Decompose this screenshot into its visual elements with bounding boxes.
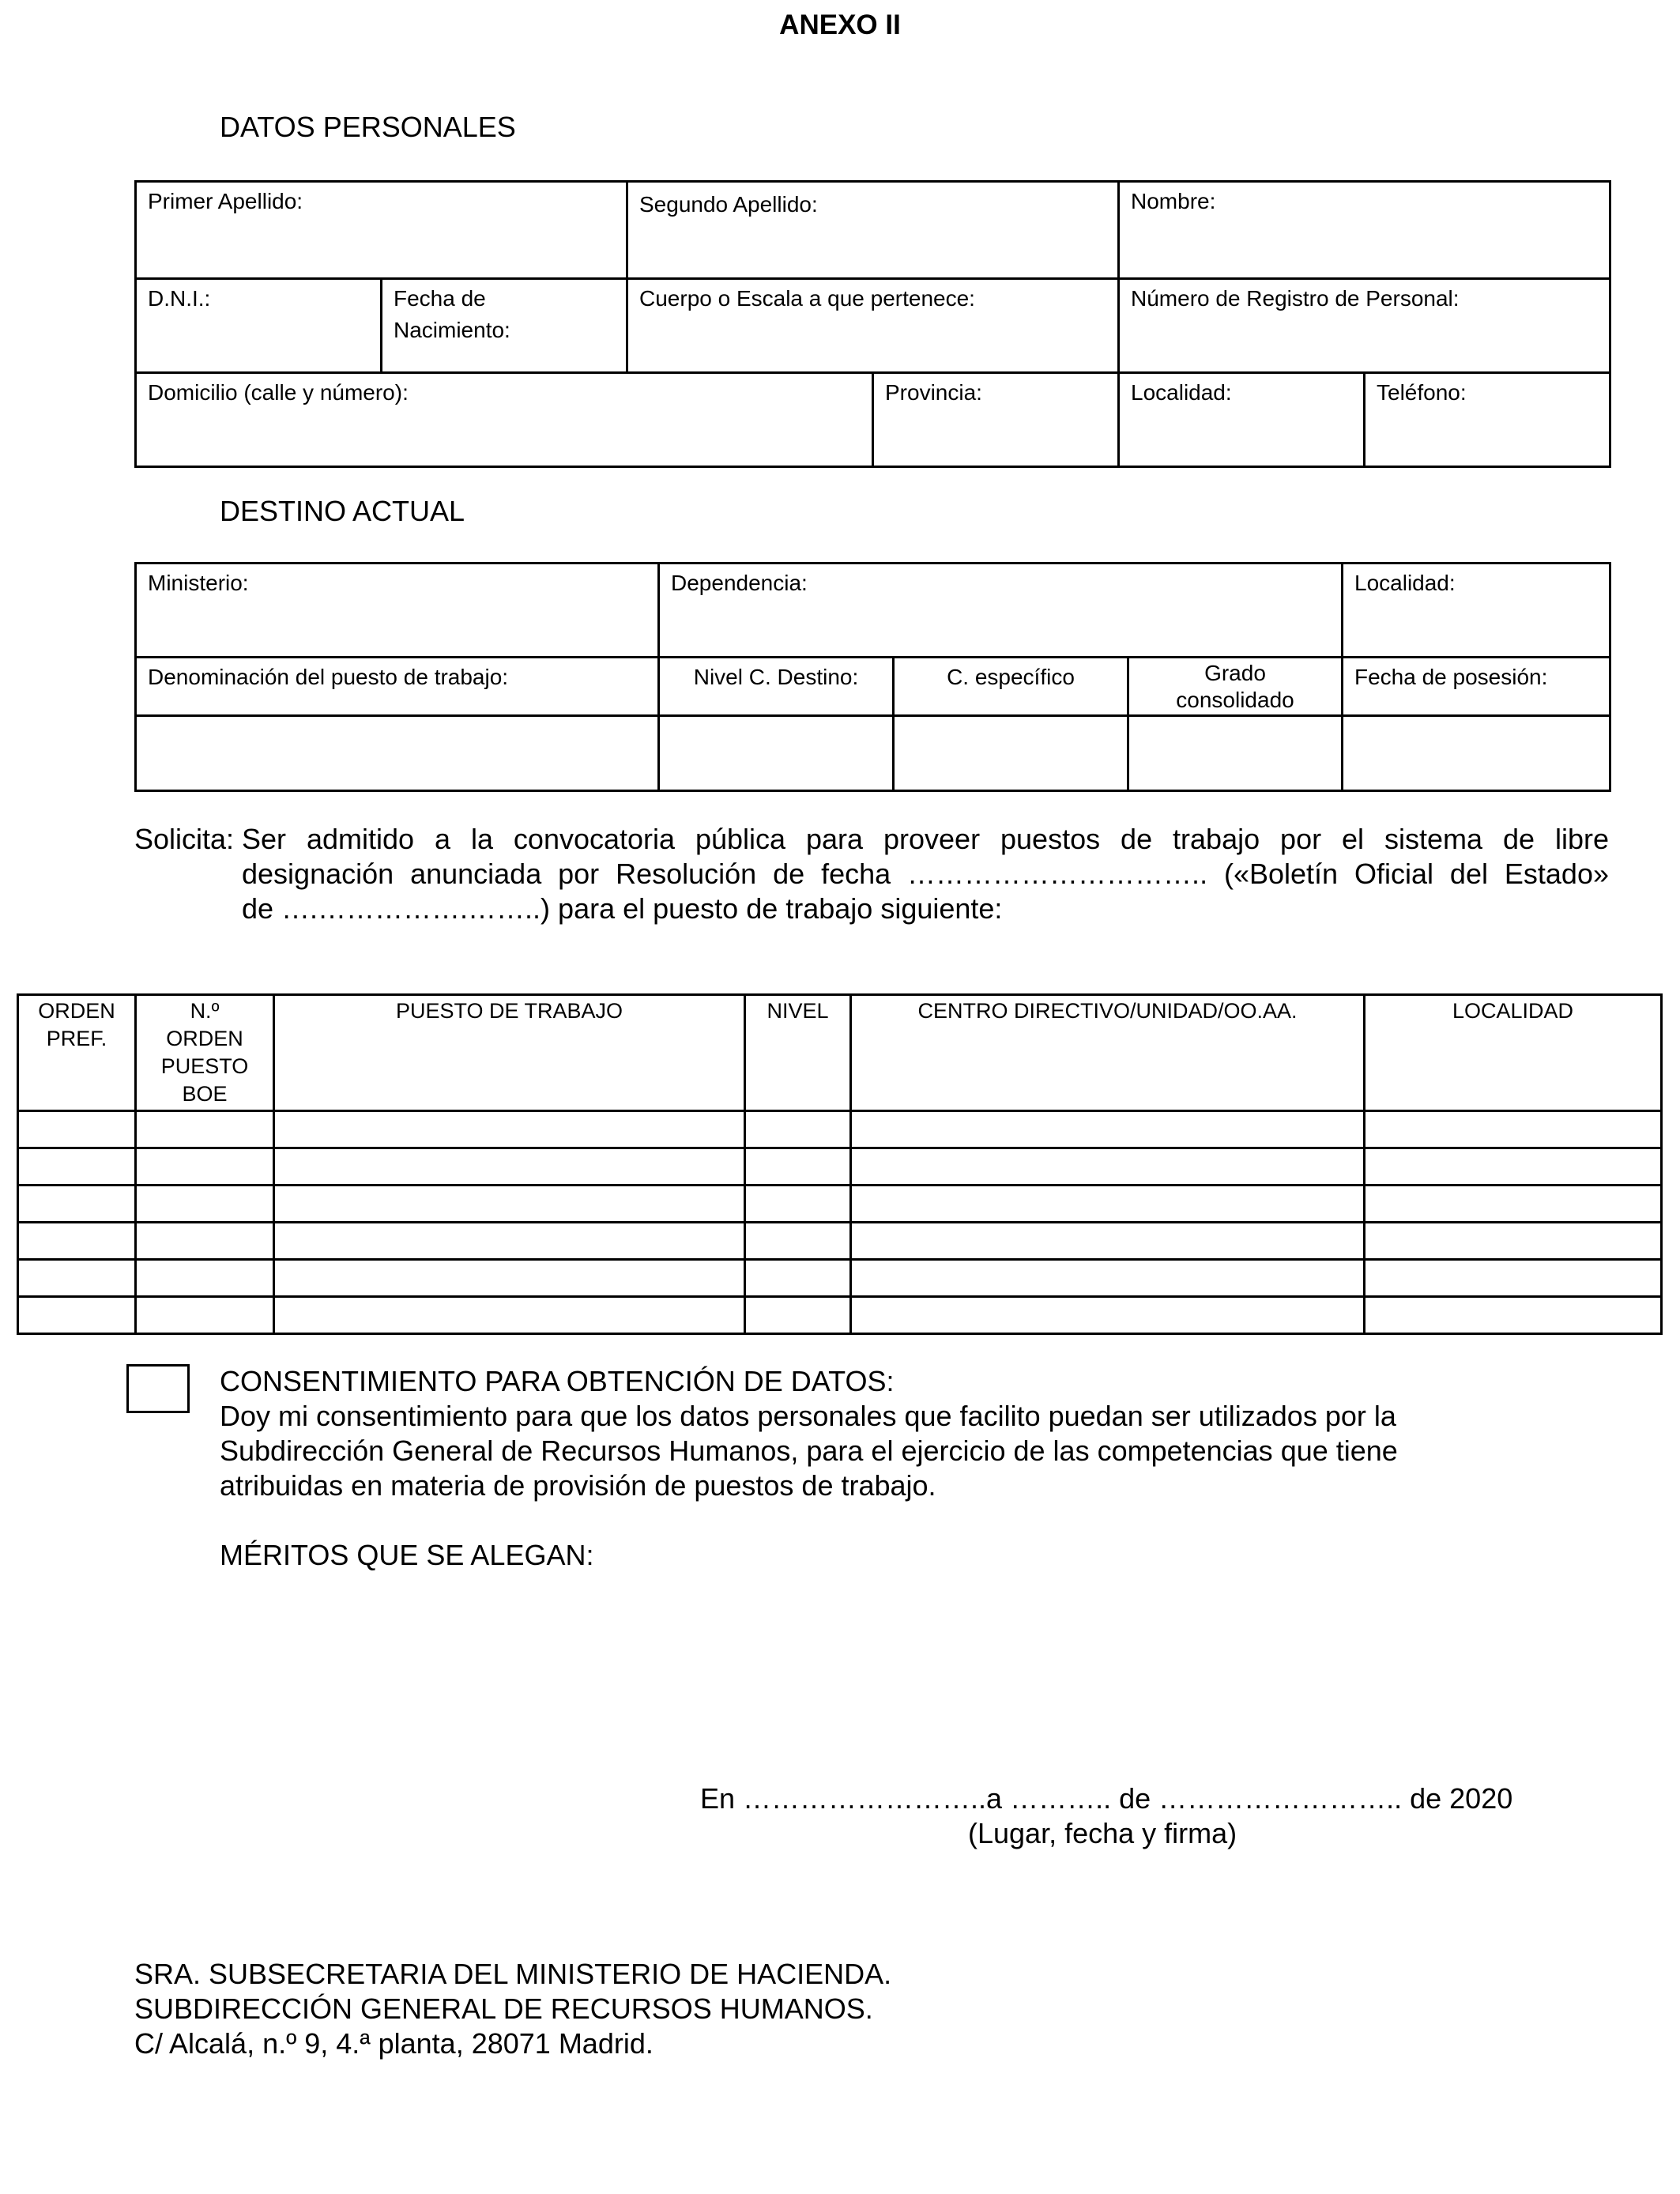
cell-orden[interactable] — [18, 1148, 136, 1186]
cell-orden[interactable] — [18, 1223, 136, 1260]
field-nombre[interactable] — [1119, 182, 1610, 279]
signature-line: En ……………………..a ……….. de …………………….. de 2020 — [700, 1782, 1513, 1815]
consent-heading: CONSENTIMIENTO PARA OBTENCIÓN DE DATOS: — [220, 1365, 895, 1397]
consent-line-1: Doy mi consentimiento para que los datos personales que facilito puedan ser utilizados por la — [220, 1400, 1396, 1432]
datos-personales-table — [134, 180, 1611, 468]
puestos-table — [17, 993, 1663, 1335]
cell-localidad[interactable] — [1365, 1111, 1662, 1148]
solicita-line-3: de ….…………….……..) para el puesto de trabajo siguiente: — [242, 892, 1003, 925]
cell-puesto[interactable] — [274, 1297, 745, 1334]
input-nivel-destino[interactable] — [659, 716, 894, 791]
cell-numero[interactable] — [136, 1297, 274, 1334]
cell-centro[interactable] — [851, 1223, 1365, 1260]
cell-orden[interactable] — [18, 1297, 136, 1334]
meritos-heading: MÉRITOS QUE SE ALEGAN: — [220, 1539, 594, 1571]
document-title: ANEXO II — [779, 9, 901, 40]
cell-nivel[interactable] — [745, 1148, 851, 1186]
table-row — [18, 1111, 1662, 1148]
field-telefono[interactable] — [1365, 373, 1610, 467]
label-numero-registro: Número de Registro de Personal: — [1131, 286, 1460, 311]
header-localidad: LOCALIDAD — [1365, 995, 1662, 1111]
cell-localidad[interactable] — [1365, 1148, 1662, 1186]
section-heading-datos-personales: DATOS PERSONALES — [220, 111, 516, 143]
cell-puesto[interactable] — [274, 1148, 745, 1186]
label-ministerio: Ministerio: — [148, 571, 249, 595]
recipient-line-1: SRA. SUBSECRETARIA DEL MINISTERIO DE HACIENDA. — [134, 1958, 892, 1990]
label-fecha-nacimiento-1: Fecha de — [394, 286, 486, 311]
table-row — [18, 1297, 1662, 1334]
input-complemento-especifico[interactable] — [894, 716, 1128, 791]
header-complemento-especifico: C. específico — [894, 658, 1128, 716]
cell-nivel[interactable] — [745, 1260, 851, 1297]
recipient-line-3: C/ Alcalá, n.º 9, 4.ª planta, 28071 Madrid. — [134, 2027, 654, 2060]
cell-localidad[interactable] — [1365, 1297, 1662, 1334]
field-domicilio[interactable] — [136, 373, 873, 467]
input-grado-consolidado[interactable] — [1128, 716, 1343, 791]
cell-centro[interactable] — [851, 1260, 1365, 1297]
label-localidad-destino: Localidad: — [1354, 571, 1456, 595]
field-provincia[interactable] — [873, 373, 1119, 467]
header-orden-pref — [18, 995, 136, 1111]
label-fecha-nacimiento-2: Nacimiento: — [394, 318, 510, 343]
cell-localidad[interactable] — [1365, 1186, 1662, 1223]
label-segundo-apellido: Segundo Apellido: — [639, 192, 818, 217]
consent-line-3: atribuidas en materia de provisión de puestos de trabajo. — [220, 1469, 936, 1502]
field-segundo-apellido[interactable] — [627, 182, 1119, 279]
recipient-line-2: SUBDIRECCIÓN GENERAL DE RECURSOS HUMANOS. — [134, 1992, 873, 2025]
cell-numero[interactable] — [136, 1111, 274, 1148]
label-provincia: Provincia: — [885, 380, 982, 405]
cell-puesto[interactable] — [274, 1223, 745, 1260]
cell-orden[interactable] — [18, 1111, 136, 1148]
header-denominacion: Denominación del puesto de trabajo: — [136, 658, 659, 716]
label-orden-1: ORDEN — [38, 999, 115, 1023]
field-dependencia[interactable] — [659, 564, 1343, 658]
input-denominacion[interactable] — [136, 716, 659, 791]
cell-orden[interactable] — [18, 1260, 136, 1297]
table-row — [18, 1260, 1662, 1297]
cell-centro[interactable] — [851, 1186, 1365, 1223]
header-centro-directivo: CENTRO DIRECTIVO/UNIDAD/OO.AA. — [851, 995, 1365, 1111]
header-grado-consolidado — [1128, 658, 1343, 716]
cell-centro[interactable] — [851, 1111, 1365, 1148]
consent-line-2: Subdirección General de Recursos Humanos, para el ejercicio de las competencias que tiene — [220, 1434, 1398, 1467]
solicita-line-1: Ser admitido a la convocatoria pública para proveer puestos de trabajo por el sistema de libre — [242, 823, 1609, 855]
cell-numero[interactable] — [136, 1223, 274, 1260]
cell-nivel[interactable] — [745, 1297, 851, 1334]
cell-puesto[interactable] — [274, 1260, 745, 1297]
label-numero-4: BOE — [182, 1082, 228, 1106]
header-numero-orden-boe — [136, 995, 274, 1111]
header-nivel-destino: Nivel C. Destino: — [659, 658, 894, 716]
field-ministerio[interactable] — [136, 564, 659, 658]
input-fecha-posesion[interactable] — [1343, 716, 1610, 791]
label-numero-2: ORDEN — [166, 1027, 243, 1051]
cell-numero[interactable] — [136, 1148, 274, 1186]
label-orden-2: PREF. — [46, 1027, 107, 1051]
cell-localidad[interactable] — [1365, 1223, 1662, 1260]
cell-centro[interactable] — [851, 1297, 1365, 1334]
label-numero-1: N.º — [190, 999, 220, 1023]
label-numero-3: PUESTO — [160, 1054, 249, 1079]
cell-localidad[interactable] — [1365, 1260, 1662, 1297]
field-localidad-destino[interactable] — [1343, 564, 1610, 658]
field-localidad[interactable] — [1119, 373, 1365, 467]
field-cuerpo-escala[interactable] — [627, 279, 1119, 373]
field-dni[interactable] — [136, 279, 382, 373]
label-primer-apellido: Primer Apellido: — [148, 189, 303, 213]
field-numero-registro[interactable] — [1119, 279, 1610, 373]
destino-actual-table — [134, 562, 1611, 792]
signature-caption: (Lugar, fecha y firma) — [968, 1817, 1237, 1849]
solicita-line-2: designación anunciada por Resolución de fecha ………………………….. («Boletín Oficial del Estado» — [242, 858, 1609, 890]
header-puesto-trabajo: PUESTO DE TRABAJO — [274, 995, 745, 1111]
table-row — [18, 1223, 1662, 1260]
label-dni: D.N.I.: — [148, 286, 211, 311]
cell-numero[interactable] — [136, 1186, 274, 1223]
section-heading-destino-actual: DESTINO ACTUAL — [220, 495, 465, 527]
label-telefono: Teléfono: — [1377, 380, 1467, 405]
cell-nivel[interactable] — [745, 1223, 851, 1260]
label-grado-1: Grado — [1204, 661, 1266, 685]
label-grado-2: consolidado — [1176, 687, 1294, 712]
table-row — [18, 1148, 1662, 1186]
label-domicilio: Domicilio (calle y número): — [148, 380, 409, 405]
cell-puesto[interactable] — [274, 1186, 745, 1223]
header-fecha-posesion: Fecha de posesión: — [1343, 658, 1610, 716]
field-primer-apellido[interactable] — [136, 182, 627, 279]
label-localidad: Localidad: — [1131, 380, 1232, 405]
label-dependencia: Dependencia: — [671, 571, 808, 595]
table-row — [18, 1186, 1662, 1223]
cell-puesto[interactable] — [274, 1111, 745, 1148]
label-cuerpo-escala: Cuerpo o Escala a que pertenece: — [639, 286, 975, 311]
solicita-label: Solicita: — [134, 823, 235, 855]
cell-centro[interactable] — [851, 1148, 1365, 1186]
cell-nivel[interactable] — [745, 1111, 851, 1148]
cell-nivel[interactable] — [745, 1186, 851, 1223]
cell-numero[interactable] — [136, 1260, 274, 1297]
header-nivel: NIVEL — [745, 995, 851, 1111]
cell-orden[interactable] — [18, 1186, 136, 1223]
field-fecha-nacimiento[interactable] — [382, 279, 627, 373]
consent-checkbox[interactable] — [126, 1364, 190, 1413]
label-nombre: Nombre: — [1131, 189, 1216, 213]
